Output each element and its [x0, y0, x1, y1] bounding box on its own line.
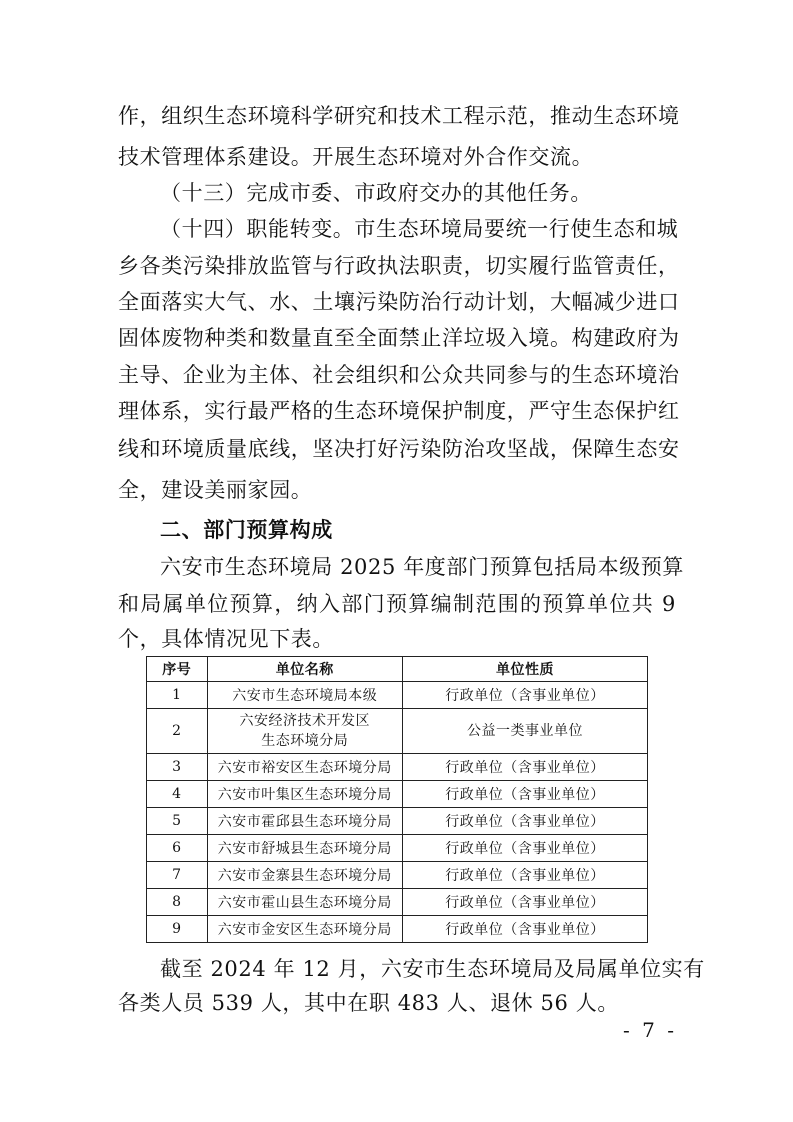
- paragraph-line: 线和环境质量底线，坚决打好污染防治攻坚战，保障生态安: [118, 437, 680, 461]
- header-unit-name: 单位名称: [207, 657, 402, 682]
- table-row: [147, 682, 648, 709]
- cell-unit-type: 行政单位（含事业单位）: [402, 916, 647, 943]
- table-row: [147, 808, 648, 835]
- table-header-row: [147, 657, 648, 682]
- cell-unit-name: 六安市金安区生态环境分局: [207, 916, 402, 943]
- cell-serial-number: 1: [147, 682, 208, 709]
- cell-unit-name: 六安市生态环境局本级: [207, 682, 402, 709]
- table-row: [147, 781, 648, 808]
- paragraph-line: 乡各类污染排放监管与行政执法职责，切实履行监管责任，: [118, 254, 680, 278]
- cell-unit-name: 六安市金寨县生态环境分局: [207, 862, 402, 889]
- paragraph-line: （十四）职能转变。市生态环境局要统一行使生态和城: [160, 217, 679, 241]
- table-row: [147, 754, 648, 781]
- paragraph-line: 截至 2024 年 12 月，六安市生态环境局及局属单位实有: [160, 957, 705, 981]
- budget-units-table: [146, 656, 648, 943]
- paragraph-line: 固体废物种类和数量直至全面禁止洋垃圾入境。构建政府为: [118, 326, 680, 350]
- cell-serial-number: 9: [147, 916, 208, 943]
- section-heading: 二、部门预算构成: [160, 518, 333, 542]
- cell-unit-type: 行政单位（含事业单位）: [402, 682, 647, 709]
- paragraph-line: 技术管理体系建设。开展生态环境对外合作交流。: [118, 145, 594, 169]
- table-row: [147, 835, 648, 862]
- cell-unit-name: 六安市叶集区生态环境分局: [207, 781, 402, 808]
- cell-serial-number: 8: [147, 889, 208, 916]
- cell-unit-type: 行政单位（含事业单位）: [402, 754, 647, 781]
- cell-unit-type: 行政单位（含事业单位）: [402, 862, 647, 889]
- table-row: [147, 862, 648, 889]
- paragraph-line: 全面落实大气、水、土壤污染防治行动计划，大幅减少进口: [118, 290, 680, 314]
- cell-unit-type: 行政单位（含事业单位）: [402, 781, 647, 808]
- paragraph-line: 个，具体情况见下表。: [118, 627, 334, 651]
- cell-serial-number: 4: [147, 781, 208, 808]
- page-number: - 7 -: [623, 1018, 677, 1042]
- cell-unit-name: 六安市霍邱县生态环境分局: [207, 808, 402, 835]
- cell-serial-number: 6: [147, 835, 208, 862]
- cell-serial-number: 5: [147, 808, 208, 835]
- cell-unit-type: 行政单位（含事业单位）: [402, 889, 647, 916]
- cell-serial-number: 7: [147, 862, 208, 889]
- cell-unit-name: 六安市裕安区生态环境分局: [207, 754, 402, 781]
- paragraph-line: 全，建设美丽家园。: [118, 478, 313, 502]
- table-row: [147, 916, 648, 943]
- paragraph-line: （十三）完成市委、市政府交办的其他任务。: [160, 181, 592, 205]
- paragraph-line: 主导、企业为主体、社会组织和公众共同参与的生态环境治: [118, 363, 680, 387]
- cell-unit-type: 公益一类事业单位: [402, 709, 647, 754]
- header-serial-number: 序号: [147, 657, 208, 682]
- paragraph-line: 和局属单位预算，纳入部门预算编制范围的预算单位共 9: [118, 592, 676, 616]
- unit-name-line: 六安经济技术开发区: [239, 713, 370, 729]
- cell-unit-type: 行政单位（含事业单位）: [402, 835, 647, 862]
- cell-unit-name: [207, 709, 402, 754]
- paragraph-line: 作，组织生态环境科学研究和技术工程示范，推动生态环境: [118, 104, 680, 128]
- paragraph-line: 理体系，实行最严格的生态环境保护制度，严守生态保护红: [118, 399, 680, 423]
- unit-name-line: 生态环境分局: [261, 733, 349, 749]
- header-unit-type: 单位性质: [402, 657, 647, 682]
- paragraph-line: 各类人员 539 人，其中在职 483 人、退休 56 人。: [118, 991, 619, 1015]
- table-row: [147, 889, 648, 916]
- cell-unit-name: 六安市霍山县生态环境分局: [207, 889, 402, 916]
- cell-serial-number: 2: [147, 709, 208, 754]
- cell-unit-name: 六安市舒城县生态环境分局: [207, 835, 402, 862]
- cell-serial-number: 3: [147, 754, 208, 781]
- paragraph-line: 六安市生态环境局 2025 年度部门预算包括局本级预算: [160, 555, 684, 579]
- cell-unit-type: 行政单位（含事业单位）: [402, 808, 647, 835]
- table-row: [147, 709, 648, 754]
